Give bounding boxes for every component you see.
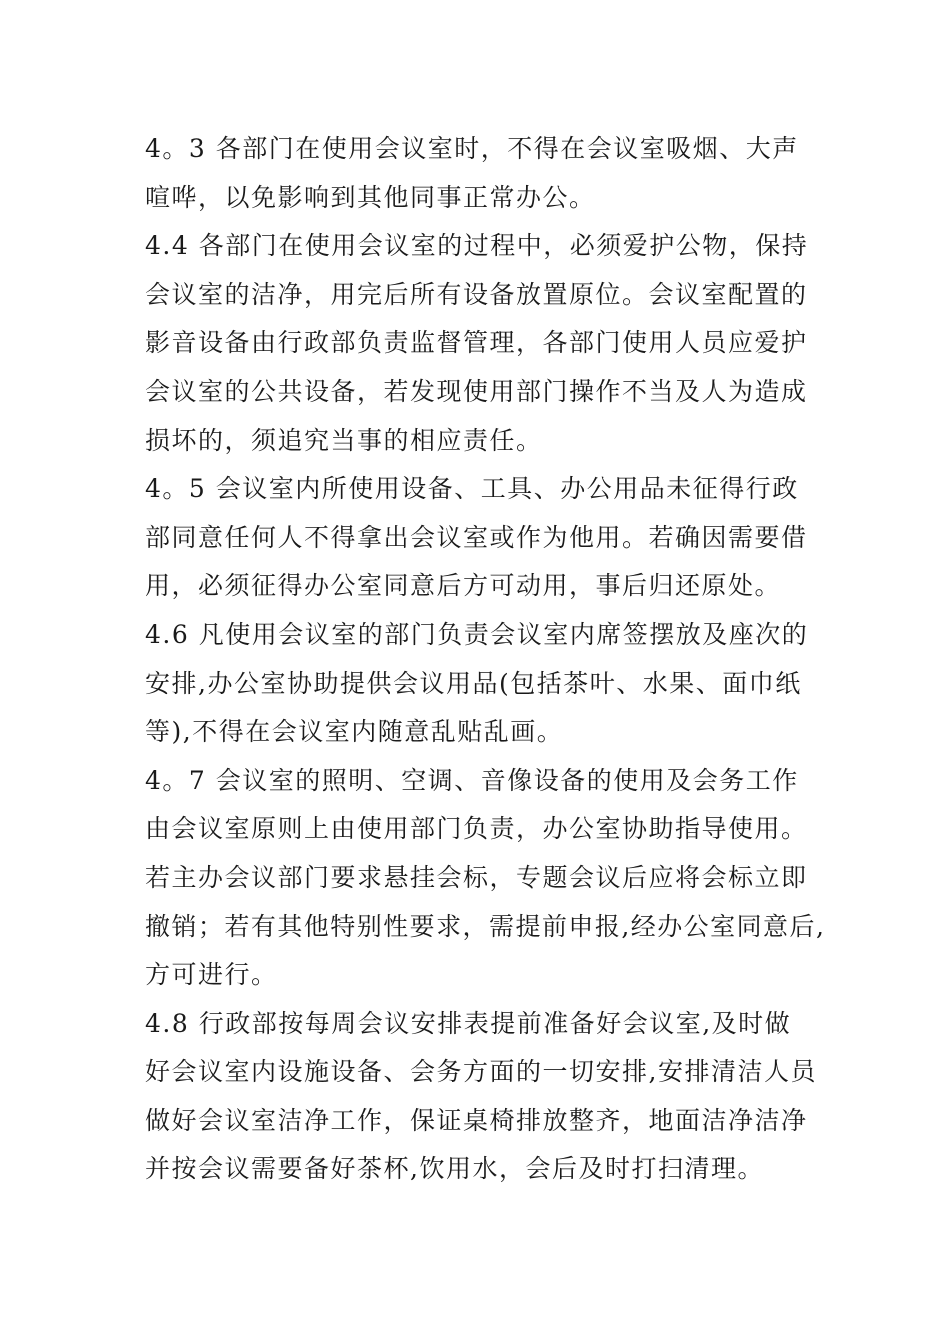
- clause-4-6: [145, 611, 825, 757]
- text-line: 4。5 会议室内所使用设备、工具、办公用品未征得行政: [145, 474, 799, 504]
- text-line: 用，必须征得办公室同意后方可动用，事后归还原处。: [145, 571, 782, 601]
- text-line: 损坏的，须追究当事的相应责任。: [145, 425, 543, 455]
- text-line: 并按会议需要备好茶杯,饮用水，会后及时打扫清理。: [145, 1154, 764, 1184]
- text-line: 会议室的洁净，用完后所有设备放置原位。会议室配置的: [145, 279, 808, 309]
- text-line: 等),不得在会议室内随意乱贴乱画。: [145, 717, 564, 747]
- text-line: 方可进行。: [145, 960, 278, 990]
- text-line: 安排,办公室协助提供会议用品(包括茶叶、水果、面巾纸: [145, 668, 802, 698]
- text-line: 做好会议室洁净工作，保证桌椅排放整齐，地面洁净洁净: [145, 1105, 808, 1135]
- clause-4-5: [145, 465, 825, 611]
- text-line: 若主办会议部门要求悬挂会标，专题会议后应将会标立即: [145, 862, 808, 892]
- document-body: [145, 125, 825, 1194]
- clause-4-7: [145, 757, 825, 1000]
- text-line: 4.6 凡使用会议室的部门负责会议室内席签摆放及座次的: [145, 619, 809, 649]
- clause-4-3: [145, 125, 825, 222]
- text-line: 4。3 各部门在使用会议室时，不得在会议室吸烟、大声: [145, 134, 799, 163]
- text-line: 4.8 行政部按每周会议安排表提前准备好会议室,及时做: [145, 1008, 792, 1038]
- clause-4-4: [145, 222, 825, 465]
- clause-4-8: [145, 1000, 825, 1194]
- text-line: 撤销；若有其他特别性要求，需提前申报,经办公室同意后,: [145, 911, 826, 941]
- text-line: 好会议室内设施设备、会务方面的一切安排,安排清洁人员: [145, 1057, 817, 1087]
- text-line: 部同意任何人不得拿出会议室或作为他用。若确因需要借: [145, 522, 808, 552]
- text-line: 喧哗，以免影响到其他同事正常办公。: [145, 182, 596, 212]
- text-line: 影音设备由行政部负责监督管理，各部门使用人员应爱护: [145, 328, 808, 358]
- text-line: 会议室的公共设备，若发现使用部门操作不当及人为造成: [145, 376, 808, 406]
- text-line: 4。7 会议室的照明、空调、音像设备的使用及会务工作: [145, 765, 799, 795]
- text-line: 4.4 各部门在使用会议室的过程中，必须爱护公物，保持: [145, 231, 809, 261]
- text-line: 由会议室原则上由使用部门负责，办公室协助指导使用。: [145, 814, 808, 844]
